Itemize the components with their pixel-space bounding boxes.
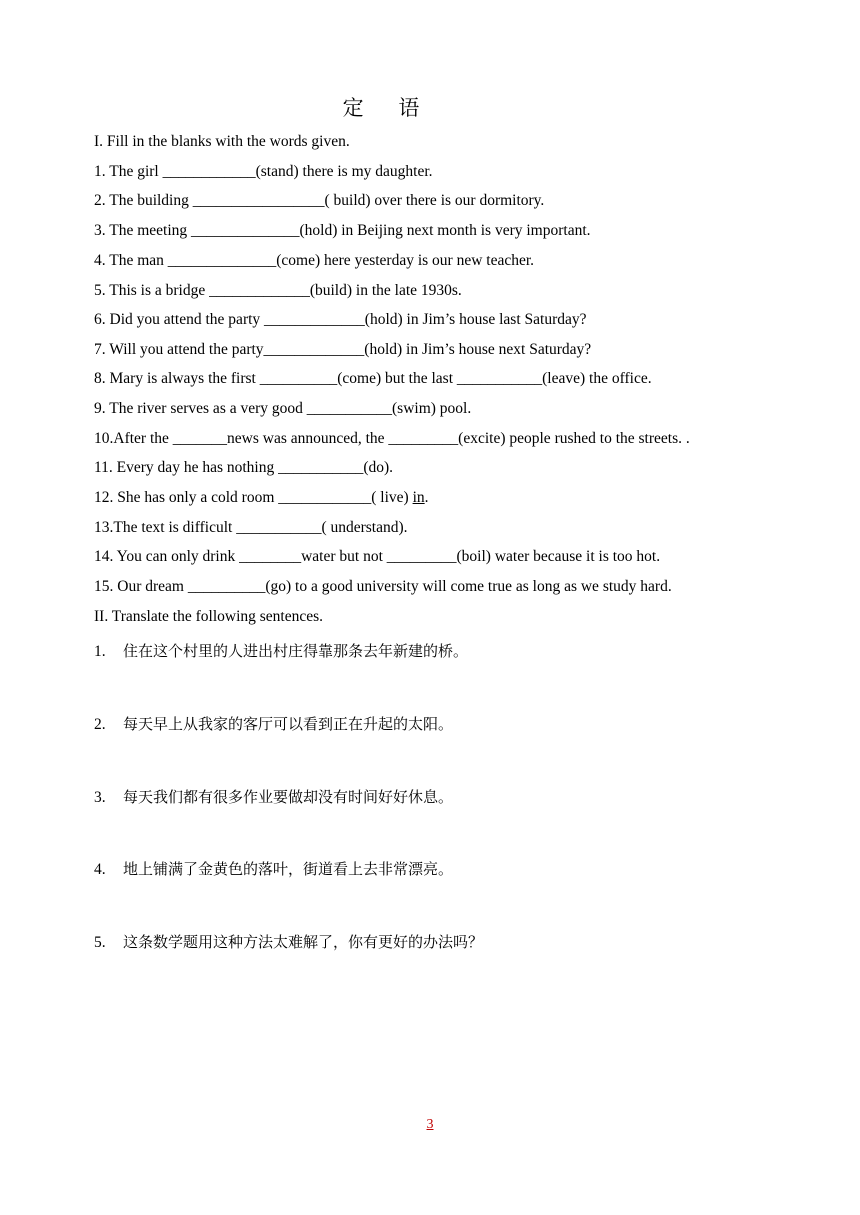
page-title: 定 语	[342, 96, 434, 120]
section1-heading: I. Fill in the blanks with the words given.	[94, 133, 350, 150]
exercise-item-4: 4. The man ______________(come) here yesterday is our new teacher.	[94, 252, 535, 269]
exercise-item-12-underlined: in	[412, 489, 425, 506]
translation-item-5	[94, 931, 483, 954]
exercise-item-2: 2. The building _________________( build) over there is our dormitory.	[94, 192, 545, 209]
translation-item-4	[94, 858, 453, 881]
exercise-item-1: 1. The girl ____________(stand) there is my daughter.	[94, 163, 433, 180]
exercise-item-6: 6. Did you attend the party _____________(hold) in Jim’s house last Saturday?	[94, 311, 587, 328]
exercise-item-15: 15. Our dream __________(go) to a good university will come true as long as we study hard.	[94, 578, 672, 595]
exercise-item-9: 9. The river serves as a very good ___________(swim) pool.	[94, 400, 472, 417]
translation-item-number: 1.	[94, 643, 106, 660]
page-number: 3	[426, 1117, 434, 1132]
exercise-item-12-end: .	[424, 489, 429, 506]
exercise-item-14: 14. You can only drink ________water but not _________(boil) water because it is too hot.	[94, 548, 661, 565]
translation-item-number: 4.	[94, 861, 106, 878]
translation-item-3	[94, 786, 453, 809]
translation-item-text: 地上铺满了金黄色的落叶，街道看上去非常漂亮。	[123, 860, 454, 878]
translation-item-2	[94, 713, 453, 736]
translation-item-text: 每天早上从我家的客厅可以看到正在升起的太阳。	[123, 715, 454, 733]
exercise-item-12	[94, 488, 429, 508]
section2-heading: II. Translate the following sentences.	[94, 608, 324, 625]
exercise-item-10: 10.After the _______news was announced, the _________(excite) people rushed to the streets. .	[94, 430, 690, 447]
translation-item-text: 这条数学题用这种方法太难解了，你有更好的办法吗？	[123, 933, 484, 951]
translation-item-text: 每天我们都有很多作业要做却没有时间好好休息。	[123, 788, 454, 806]
exercise-item-11: 11. Every day he has nothing ___________(do).	[94, 459, 394, 476]
translation-item-number: 2.	[94, 716, 106, 733]
exercise-item-7: 7. Will you attend the party_____________(hold) in Jim’s house next Saturday?	[94, 341, 592, 358]
translation-item-number: 5.	[94, 934, 106, 951]
exercise-item-3: 3. The meeting ______________(hold) in Beijing next month is very important.	[94, 222, 591, 239]
exercise-item-12-text: 12. She has only a cold room ____________( live)	[94, 489, 413, 506]
exercise-item-13: 13.The text is difficult ___________( understand).	[94, 519, 408, 536]
translation-item-text: 住在这个村里的人进出村庄得靠那条去年新建的桥。	[123, 642, 469, 660]
translation-item-1	[94, 640, 468, 663]
translation-item-number: 3.	[94, 789, 106, 806]
exercise-item-8: 8. Mary is always the first __________(come) but the last ___________(leave) the office.	[94, 370, 652, 387]
exercise-item-5: 5. This is a bridge _____________(build) in the late 1930s.	[94, 282, 462, 299]
